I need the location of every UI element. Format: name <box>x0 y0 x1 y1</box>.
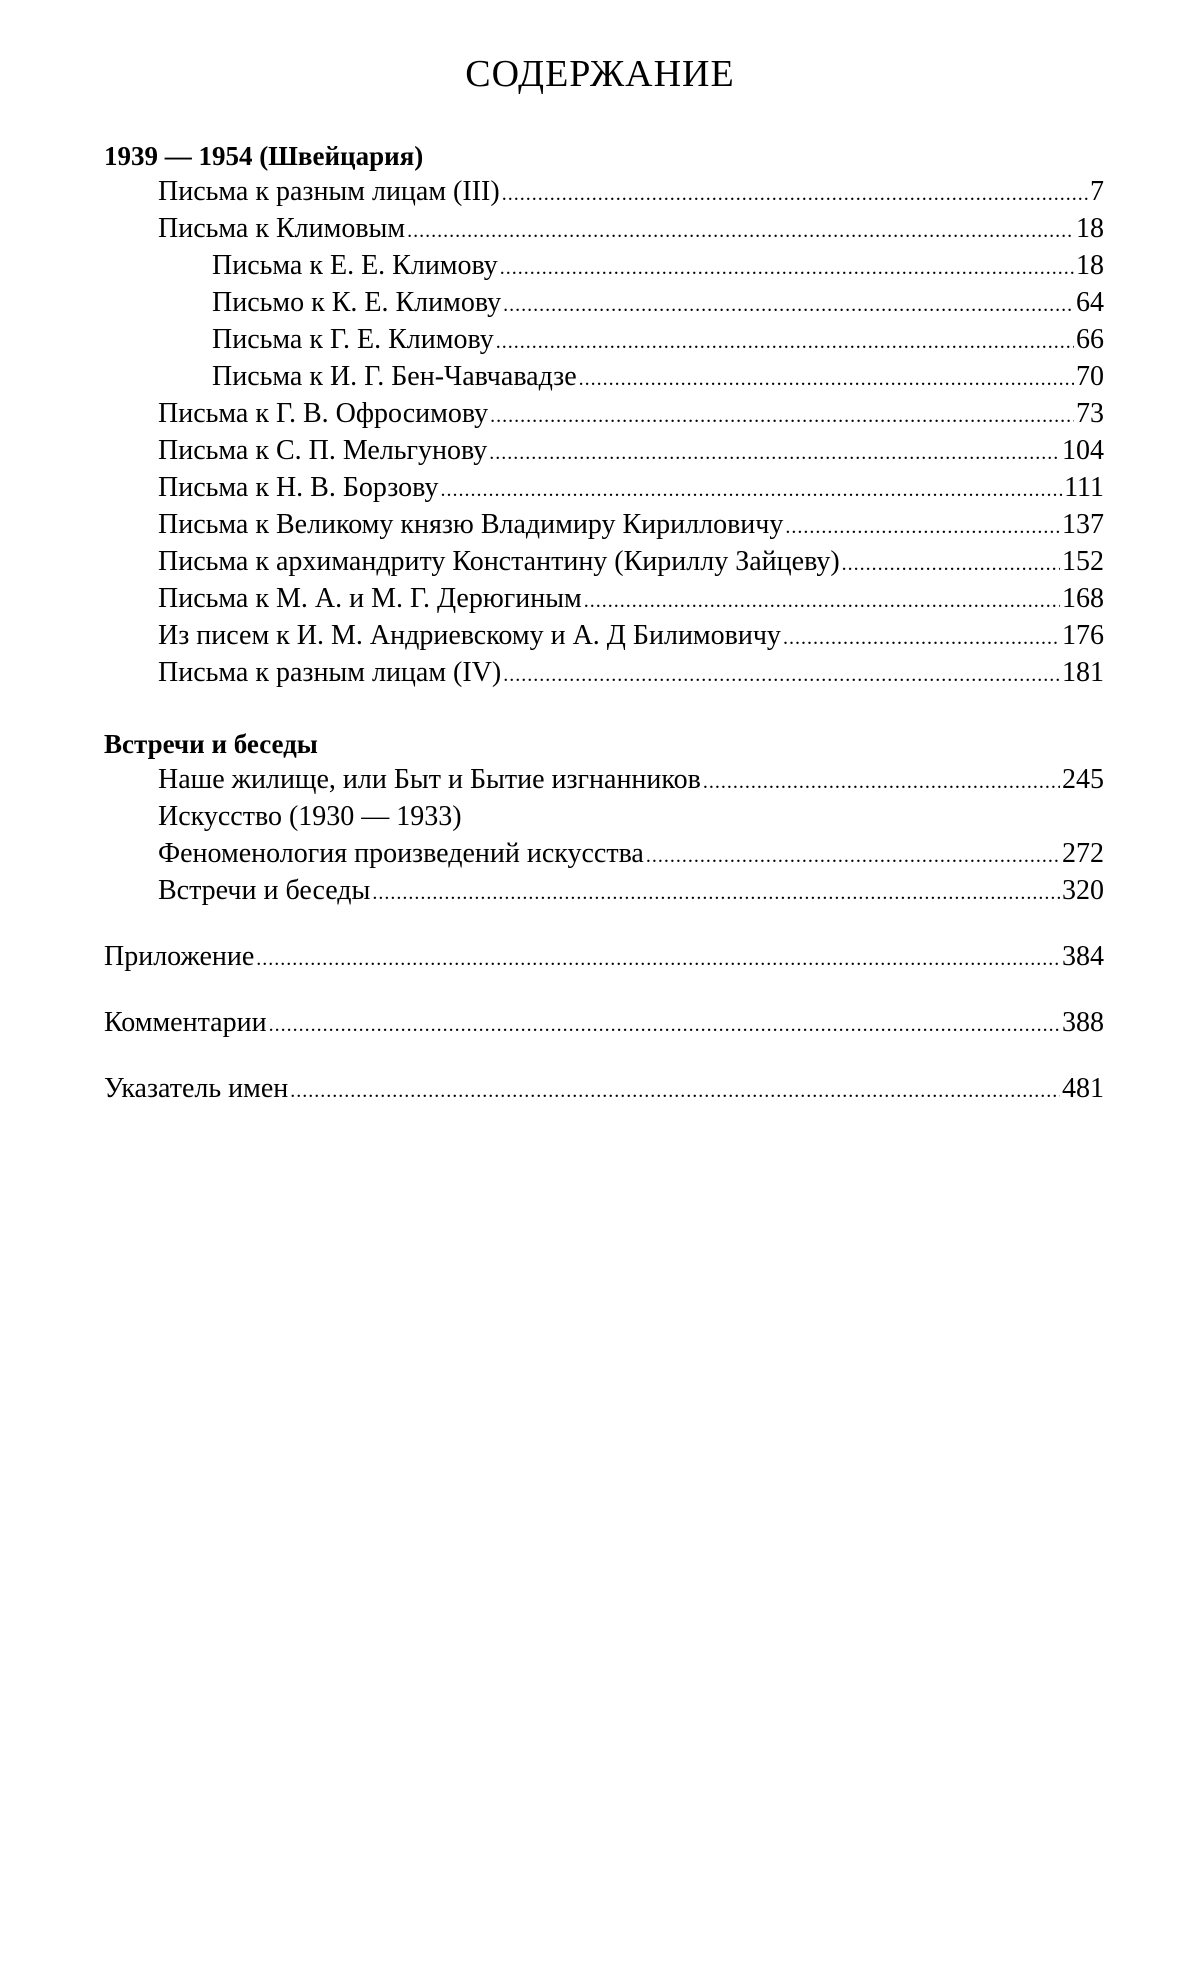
entry-page: 111 <box>1064 472 1104 503</box>
entry-title: Письмо к К. Е. Климову <box>212 287 502 318</box>
dot-leader <box>500 251 1074 285</box>
dot-leader <box>372 876 1060 910</box>
entry-page: 137 <box>1062 509 1104 540</box>
toc-entry <box>212 286 1104 322</box>
entry-page: 152 <box>1062 546 1104 577</box>
entry-title: Письма к Г. В. Офросимову <box>158 398 489 429</box>
dot-leader <box>502 177 1088 211</box>
dot-leader <box>407 214 1074 248</box>
entry-title: Письма к С. П. Мельгунову <box>158 435 488 466</box>
toc-entry <box>104 1072 1104 1108</box>
toc-entry <box>158 434 1104 470</box>
entry-page: 481 <box>1062 1073 1104 1104</box>
entry-page: 66 <box>1076 324 1104 355</box>
entry-page: 168 <box>1062 583 1104 614</box>
entry-title: Феноменология произведений искусства <box>158 838 644 869</box>
entry-title: Из писем к И. М. Андриевскому и А. Д Билимовичу <box>158 620 781 651</box>
toc-entry <box>158 397 1104 433</box>
entry-title: Письма к Великому князю Владимиру Кирилловичу <box>158 509 784 540</box>
dot-leader <box>579 362 1074 396</box>
dot-leader <box>842 547 1060 581</box>
entry-page: 181 <box>1062 657 1104 688</box>
toc-entry <box>212 360 1104 396</box>
entry-page: 320 <box>1062 875 1104 906</box>
entry-title: Искусство (1930 — 1933) <box>158 801 462 832</box>
entry-page: 18 <box>1076 250 1104 281</box>
toc-entry <box>212 323 1104 359</box>
entry-page: 73 <box>1076 398 1104 429</box>
toc-entry <box>158 763 1104 799</box>
dot-leader <box>703 765 1060 799</box>
dot-leader <box>584 584 1060 618</box>
dot-leader <box>503 288 1074 322</box>
toc-entry <box>158 800 1104 834</box>
toc-entry <box>158 656 1104 692</box>
toc-entry <box>158 212 1104 248</box>
entry-title: Письма к Н. В. Борзову <box>158 472 439 503</box>
dot-leader <box>440 473 1062 507</box>
dot-leader <box>783 621 1060 655</box>
entry-title: Письма к Климовым <box>158 213 406 244</box>
entry-title: Приложение <box>104 941 255 972</box>
entry-page: 64 <box>1076 287 1104 318</box>
dot-leader <box>290 1074 1060 1108</box>
toc-entry <box>158 508 1104 544</box>
entry-page: 245 <box>1062 764 1104 795</box>
entry-title: Письма к Г. Е. Климову <box>212 324 494 355</box>
toc-entry <box>158 545 1104 581</box>
toc-entry <box>158 874 1104 910</box>
toc-entry <box>158 175 1104 211</box>
toc-entry <box>158 582 1104 618</box>
entry-title: Письма к Е. Е. Климову <box>212 250 498 281</box>
entry-title: Указатель имен <box>104 1073 289 1104</box>
dot-leader <box>646 839 1060 873</box>
page-title: СОДЕРЖАНИЕ <box>465 53 735 95</box>
dot-leader <box>269 1008 1060 1042</box>
entry-page: 384 <box>1062 941 1104 972</box>
dot-leader <box>490 399 1074 433</box>
toc-entry <box>212 249 1104 285</box>
entry-title: Письма к разным лицам (III) <box>158 176 500 207</box>
toc-entry <box>158 471 1104 507</box>
entry-page: 104 <box>1062 435 1104 466</box>
toc-entry <box>158 837 1104 873</box>
dot-leader <box>503 658 1060 692</box>
dot-leader <box>785 510 1060 544</box>
entry-page: 272 <box>1062 838 1104 869</box>
toc-entry <box>158 619 1104 655</box>
entry-title: Письма к И. Г. Бен-Чавчавадзе <box>212 361 577 392</box>
entry-title: Комментарии <box>104 1007 267 1038</box>
entry-title: Письма к разным лицам (IV) <box>158 657 502 688</box>
entry-title: Наше жилище, или Быт и Бытие изгнанников <box>158 764 701 795</box>
entry-page: 18 <box>1076 213 1104 244</box>
entry-title: Письма к М. А. и М. Г. Дерюгиным <box>158 583 582 614</box>
entry-page: 70 <box>1076 361 1104 392</box>
dot-leader <box>489 436 1060 470</box>
toc-entry <box>104 940 1104 976</box>
entry-page: 176 <box>1062 620 1104 651</box>
dot-leader <box>496 325 1074 359</box>
entry-title: Письма к архимандриту Константину (Кириллу Зайцеву) <box>158 546 840 577</box>
entry-title: Встречи и беседы <box>158 875 371 906</box>
toc-entry <box>104 1006 1104 1042</box>
section-heading: Встречи и беседы <box>104 729 318 759</box>
entry-page: 388 <box>1062 1007 1104 1038</box>
dot-leader <box>256 942 1060 976</box>
entry-page: 7 <box>1090 176 1104 207</box>
section-heading: 1939 — 1954 (Швейцария) <box>104 141 424 171</box>
